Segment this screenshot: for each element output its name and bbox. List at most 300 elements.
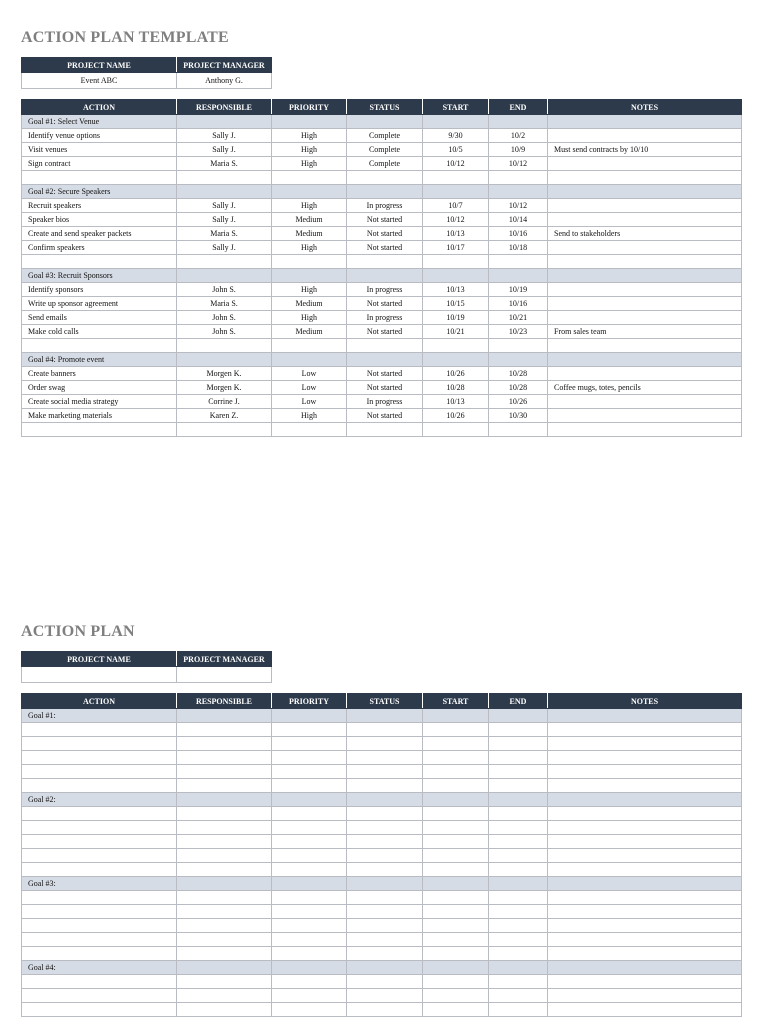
status-cell[interactable]: Not started xyxy=(347,381,423,395)
priority-cell[interactable]: High xyxy=(272,199,347,213)
start-cell[interactable] xyxy=(423,751,489,765)
notes-cell[interactable] xyxy=(548,423,742,437)
status-cell[interactable]: In progress xyxy=(347,311,423,325)
notes-cell[interactable] xyxy=(548,241,742,255)
priority-cell[interactable]: Medium xyxy=(272,325,347,339)
action-cell[interactable] xyxy=(22,905,177,919)
responsible-cell[interactable] xyxy=(177,723,272,737)
priority-cell[interactable] xyxy=(272,905,347,919)
goal-row-cell[interactable] xyxy=(548,269,742,283)
goal-row-cell[interactable] xyxy=(548,877,742,891)
priority-cell[interactable] xyxy=(272,339,347,353)
goal-row-cell[interactable] xyxy=(423,269,489,283)
priority-cell[interactable] xyxy=(272,423,347,437)
start-cell[interactable] xyxy=(423,975,489,989)
priority-cell[interactable]: High xyxy=(272,157,347,171)
action-cell[interactable] xyxy=(22,947,177,961)
project-name-cell[interactable]: Event ABC xyxy=(22,73,177,89)
start-cell[interactable] xyxy=(423,765,489,779)
notes-cell[interactable] xyxy=(548,835,742,849)
goal-row-cell[interactable] xyxy=(423,185,489,199)
priority-cell[interactable]: Low xyxy=(272,395,347,409)
notes-cell[interactable] xyxy=(548,339,742,353)
notes-cell[interactable] xyxy=(548,297,742,311)
responsible-cell[interactable] xyxy=(177,255,272,269)
end-cell[interactable] xyxy=(489,779,548,793)
start-cell[interactable] xyxy=(423,737,489,751)
end-cell[interactable]: 10/18 xyxy=(489,241,548,255)
action-cell[interactable] xyxy=(22,891,177,905)
start-cell[interactable] xyxy=(423,339,489,353)
priority-cell[interactable] xyxy=(272,975,347,989)
responsible-cell[interactable] xyxy=(177,737,272,751)
status-cell[interactable] xyxy=(347,751,423,765)
end-cell[interactable] xyxy=(489,171,548,185)
goal-row-cell[interactable] xyxy=(272,353,347,367)
notes-cell[interactable] xyxy=(548,723,742,737)
notes-cell[interactable]: Must send contracts by 10/10 xyxy=(548,143,742,157)
status-cell[interactable]: Complete xyxy=(347,129,423,143)
status-cell[interactable]: Complete xyxy=(347,143,423,157)
priority-cell[interactable]: Low xyxy=(272,381,347,395)
goal-row-cell[interactable] xyxy=(489,877,548,891)
responsible-cell[interactable] xyxy=(177,751,272,765)
end-cell[interactable]: 10/16 xyxy=(489,227,548,241)
responsible-cell[interactable]: Corrine J. xyxy=(177,395,272,409)
end-cell[interactable] xyxy=(489,933,548,947)
start-cell[interactable]: 10/15 xyxy=(423,297,489,311)
status-cell[interactable] xyxy=(347,765,423,779)
goal-row-cell[interactable] xyxy=(272,709,347,723)
start-cell[interactable]: 10/26 xyxy=(423,409,489,423)
action-cell[interactable]: Sign contract xyxy=(22,157,177,171)
responsible-cell[interactable] xyxy=(177,989,272,1003)
start-cell[interactable]: 10/28 xyxy=(423,381,489,395)
goal-row-cell[interactable] xyxy=(347,877,423,891)
action-cell[interactable]: Make marketing materials xyxy=(22,409,177,423)
priority-cell[interactable]: High xyxy=(272,241,347,255)
goal-row-cell[interactable] xyxy=(177,709,272,723)
goal-row-cell[interactable] xyxy=(272,185,347,199)
status-cell[interactable]: Not started xyxy=(347,409,423,423)
project-manager-cell[interactable]: Anthony G. xyxy=(177,73,272,89)
responsible-cell[interactable] xyxy=(177,807,272,821)
goal-row-cell[interactable] xyxy=(423,961,489,975)
action-cell[interactable]: Speaker bios xyxy=(22,213,177,227)
priority-cell[interactable] xyxy=(272,255,347,269)
start-cell[interactable] xyxy=(423,807,489,821)
goal-label[interactable]: Goal #1: xyxy=(22,709,177,723)
responsible-cell[interactable] xyxy=(177,891,272,905)
responsible-cell[interactable] xyxy=(177,1003,272,1017)
start-cell[interactable]: 10/13 xyxy=(423,227,489,241)
goal-row-cell[interactable] xyxy=(423,353,489,367)
end-cell[interactable] xyxy=(489,989,548,1003)
start-cell[interactable] xyxy=(423,779,489,793)
status-cell[interactable] xyxy=(347,989,423,1003)
priority-cell[interactable]: High xyxy=(272,129,347,143)
goal-row-cell[interactable] xyxy=(347,353,423,367)
responsible-cell[interactable] xyxy=(177,863,272,877)
goal-label[interactable]: Goal #2: xyxy=(22,793,177,807)
priority-cell[interactable]: High xyxy=(272,409,347,423)
goal-row-cell[interactable] xyxy=(347,115,423,129)
goal-row-cell[interactable] xyxy=(272,115,347,129)
action-cell[interactable]: Recruit speakers xyxy=(22,199,177,213)
status-cell[interactable] xyxy=(347,1003,423,1017)
action-cell[interactable] xyxy=(22,933,177,947)
start-cell[interactable]: 10/12 xyxy=(423,213,489,227)
priority-cell[interactable] xyxy=(272,821,347,835)
start-cell[interactable] xyxy=(423,891,489,905)
end-cell[interactable] xyxy=(489,807,548,821)
start-cell[interactable] xyxy=(423,835,489,849)
responsible-cell[interactable]: John S. xyxy=(177,311,272,325)
goal-row-cell[interactable] xyxy=(423,115,489,129)
responsible-cell[interactable]: Morgen K. xyxy=(177,381,272,395)
responsible-cell[interactable]: John S. xyxy=(177,283,272,297)
status-cell[interactable] xyxy=(347,849,423,863)
notes-cell[interactable] xyxy=(548,129,742,143)
start-cell[interactable]: 10/21 xyxy=(423,325,489,339)
action-cell[interactable]: Visit venues xyxy=(22,143,177,157)
status-cell[interactable] xyxy=(347,891,423,905)
notes-cell[interactable] xyxy=(548,807,742,821)
priority-cell[interactable] xyxy=(272,933,347,947)
start-cell[interactable] xyxy=(423,919,489,933)
priority-cell[interactable] xyxy=(272,751,347,765)
responsible-cell[interactable] xyxy=(177,821,272,835)
end-cell[interactable] xyxy=(489,863,548,877)
status-cell[interactable] xyxy=(347,723,423,737)
priority-cell[interactable]: Medium xyxy=(272,227,347,241)
responsible-cell[interactable] xyxy=(177,765,272,779)
priority-cell[interactable] xyxy=(272,723,347,737)
priority-cell[interactable] xyxy=(272,835,347,849)
end-cell[interactable] xyxy=(489,765,548,779)
status-cell[interactable]: Not started xyxy=(347,241,423,255)
goal-label[interactable]: Goal #4: Promote event xyxy=(22,353,177,367)
end-cell[interactable]: 10/30 xyxy=(489,409,548,423)
priority-cell[interactable]: High xyxy=(272,311,347,325)
priority-cell[interactable]: Medium xyxy=(272,297,347,311)
responsible-cell[interactable] xyxy=(177,171,272,185)
action-cell[interactable]: Create banners xyxy=(22,367,177,381)
priority-cell[interactable]: High xyxy=(272,283,347,297)
status-cell[interactable]: Not started xyxy=(347,213,423,227)
end-cell[interactable] xyxy=(489,975,548,989)
end-cell[interactable] xyxy=(489,891,548,905)
action-cell[interactable] xyxy=(22,919,177,933)
status-cell[interactable] xyxy=(347,835,423,849)
end-cell[interactable] xyxy=(489,255,548,269)
action-cell[interactable] xyxy=(22,989,177,1003)
action-cell[interactable] xyxy=(22,765,177,779)
start-cell[interactable]: 10/13 xyxy=(423,283,489,297)
goal-row-cell[interactable] xyxy=(489,709,548,723)
goal-row-cell[interactable] xyxy=(272,961,347,975)
status-cell[interactable] xyxy=(347,171,423,185)
responsible-cell[interactable]: Maria S. xyxy=(177,227,272,241)
start-cell[interactable]: 10/26 xyxy=(423,367,489,381)
notes-cell[interactable] xyxy=(548,283,742,297)
end-cell[interactable] xyxy=(489,905,548,919)
goal-row-cell[interactable] xyxy=(177,269,272,283)
responsible-cell[interactable] xyxy=(177,423,272,437)
responsible-cell[interactable] xyxy=(177,919,272,933)
action-cell[interactable]: Make cold calls xyxy=(22,325,177,339)
notes-cell[interactable] xyxy=(548,171,742,185)
notes-cell[interactable] xyxy=(548,737,742,751)
goal-row-cell[interactable] xyxy=(489,961,548,975)
goal-label[interactable]: Goal #3: xyxy=(22,877,177,891)
responsible-cell[interactable] xyxy=(177,947,272,961)
goal-row-cell[interactable] xyxy=(272,793,347,807)
status-cell[interactable] xyxy=(347,807,423,821)
notes-cell[interactable] xyxy=(548,975,742,989)
goal-row-cell[interactable] xyxy=(177,877,272,891)
action-cell[interactable] xyxy=(22,423,177,437)
priority-cell[interactable]: Medium xyxy=(272,213,347,227)
notes-cell[interactable] xyxy=(548,779,742,793)
start-cell[interactable] xyxy=(423,849,489,863)
action-cell[interactable]: Identify sponsors xyxy=(22,283,177,297)
status-cell[interactable]: Not started xyxy=(347,325,423,339)
end-cell[interactable] xyxy=(489,737,548,751)
action-cell[interactable] xyxy=(22,779,177,793)
responsible-cell[interactable]: Sally J. xyxy=(177,199,272,213)
start-cell[interactable]: 10/5 xyxy=(423,143,489,157)
goal-label[interactable]: Goal #2: Secure Speakers xyxy=(22,185,177,199)
notes-cell[interactable] xyxy=(548,157,742,171)
goal-row-cell[interactable] xyxy=(347,961,423,975)
status-cell[interactable] xyxy=(347,339,423,353)
status-cell[interactable]: In progress xyxy=(347,199,423,213)
end-cell[interactable] xyxy=(489,919,548,933)
action-cell[interactable] xyxy=(22,751,177,765)
end-cell[interactable]: 10/12 xyxy=(489,199,548,213)
action-cell[interactable] xyxy=(22,737,177,751)
start-cell[interactable] xyxy=(423,989,489,1003)
action-cell[interactable]: Confirm speakers xyxy=(22,241,177,255)
goal-row-cell[interactable] xyxy=(347,185,423,199)
goal-label[interactable]: Goal #1: Select Venue xyxy=(22,115,177,129)
goal-row-cell[interactable] xyxy=(548,793,742,807)
action-cell[interactable] xyxy=(22,171,177,185)
status-cell[interactable]: In progress xyxy=(347,283,423,297)
end-cell[interactable] xyxy=(489,947,548,961)
priority-cell[interactable] xyxy=(272,989,347,1003)
start-cell[interactable]: 9/30 xyxy=(423,129,489,143)
goal-row-cell[interactable] xyxy=(548,115,742,129)
priority-cell[interactable] xyxy=(272,849,347,863)
action-cell[interactable]: Identify venue options xyxy=(22,129,177,143)
responsible-cell[interactable] xyxy=(177,905,272,919)
status-cell[interactable] xyxy=(347,423,423,437)
start-cell[interactable] xyxy=(423,1003,489,1017)
status-cell[interactable]: Complete xyxy=(347,157,423,171)
end-cell[interactable]: 10/21 xyxy=(489,311,548,325)
status-cell[interactable] xyxy=(347,975,423,989)
responsible-cell[interactable] xyxy=(177,779,272,793)
action-cell[interactable]: Send emails xyxy=(22,311,177,325)
start-cell[interactable] xyxy=(423,821,489,835)
action-cell[interactable] xyxy=(22,835,177,849)
end-cell[interactable]: 10/28 xyxy=(489,381,548,395)
status-cell[interactable] xyxy=(347,905,423,919)
status-cell[interactable]: Not started xyxy=(347,297,423,311)
goal-row-cell[interactable] xyxy=(489,793,548,807)
notes-cell[interactable] xyxy=(548,821,742,835)
status-cell[interactable] xyxy=(347,947,423,961)
priority-cell[interactable] xyxy=(272,891,347,905)
goal-row-cell[interactable] xyxy=(347,709,423,723)
goal-row-cell[interactable] xyxy=(177,353,272,367)
status-cell[interactable]: Not started xyxy=(347,227,423,241)
notes-cell[interactable]: Send to stakeholders xyxy=(548,227,742,241)
status-cell[interactable] xyxy=(347,919,423,933)
goal-label[interactable]: Goal #4: xyxy=(22,961,177,975)
action-cell[interactable]: Create and send speaker packets xyxy=(22,227,177,241)
project-manager-cell[interactable] xyxy=(177,667,272,683)
start-cell[interactable]: 10/13 xyxy=(423,395,489,409)
start-cell[interactable] xyxy=(423,863,489,877)
priority-cell[interactable] xyxy=(272,765,347,779)
end-cell[interactable]: 10/23 xyxy=(489,325,548,339)
goal-row-cell[interactable] xyxy=(177,961,272,975)
action-cell[interactable] xyxy=(22,1003,177,1017)
notes-cell[interactable] xyxy=(548,765,742,779)
end-cell[interactable]: 10/14 xyxy=(489,213,548,227)
goal-row-cell[interactable] xyxy=(347,793,423,807)
priority-cell[interactable]: Low xyxy=(272,367,347,381)
priority-cell[interactable] xyxy=(272,1003,347,1017)
end-cell[interactable] xyxy=(489,423,548,437)
end-cell[interactable]: 10/12 xyxy=(489,157,548,171)
end-cell[interactable] xyxy=(489,751,548,765)
notes-cell[interactable] xyxy=(548,213,742,227)
end-cell[interactable] xyxy=(489,849,548,863)
notes-cell[interactable] xyxy=(548,947,742,961)
status-cell[interactable]: Not started xyxy=(347,367,423,381)
goal-row-cell[interactable] xyxy=(548,353,742,367)
responsible-cell[interactable]: Morgen K. xyxy=(177,367,272,381)
action-cell[interactable] xyxy=(22,849,177,863)
goal-row-cell[interactable] xyxy=(489,269,548,283)
goal-row-cell[interactable] xyxy=(347,269,423,283)
end-cell[interactable] xyxy=(489,835,548,849)
notes-cell[interactable] xyxy=(548,751,742,765)
goal-row-cell[interactable] xyxy=(177,115,272,129)
goal-row-cell[interactable] xyxy=(548,961,742,975)
responsible-cell[interactable]: Maria S. xyxy=(177,297,272,311)
responsible-cell[interactable]: Sally J. xyxy=(177,143,272,157)
priority-cell[interactable] xyxy=(272,171,347,185)
goal-row-cell[interactable] xyxy=(272,877,347,891)
start-cell[interactable] xyxy=(423,947,489,961)
notes-cell[interactable] xyxy=(548,395,742,409)
end-cell[interactable]: 10/9 xyxy=(489,143,548,157)
responsible-cell[interactable] xyxy=(177,849,272,863)
notes-cell[interactable] xyxy=(548,989,742,1003)
notes-cell[interactable] xyxy=(548,933,742,947)
end-cell[interactable] xyxy=(489,821,548,835)
notes-cell[interactable] xyxy=(548,311,742,325)
start-cell[interactable] xyxy=(423,905,489,919)
status-cell[interactable]: In progress xyxy=(347,395,423,409)
start-cell[interactable] xyxy=(423,423,489,437)
start-cell[interactable]: 10/17 xyxy=(423,241,489,255)
goal-label[interactable]: Goal #3: Recruit Sponsors xyxy=(22,269,177,283)
priority-cell[interactable] xyxy=(272,947,347,961)
end-cell[interactable]: 10/19 xyxy=(489,283,548,297)
priority-cell[interactable]: High xyxy=(272,143,347,157)
notes-cell[interactable] xyxy=(548,905,742,919)
status-cell[interactable] xyxy=(347,933,423,947)
end-cell[interactable] xyxy=(489,1003,548,1017)
notes-cell[interactable] xyxy=(548,255,742,269)
notes-cell[interactable] xyxy=(548,919,742,933)
end-cell[interactable]: 10/26 xyxy=(489,395,548,409)
action-cell[interactable]: Write up sponsor agreement xyxy=(22,297,177,311)
priority-cell[interactable] xyxy=(272,919,347,933)
status-cell[interactable] xyxy=(347,821,423,835)
priority-cell[interactable] xyxy=(272,737,347,751)
start-cell[interactable] xyxy=(423,723,489,737)
start-cell[interactable] xyxy=(423,933,489,947)
responsible-cell[interactable] xyxy=(177,339,272,353)
action-cell[interactable]: Order swag xyxy=(22,381,177,395)
action-cell[interactable] xyxy=(22,723,177,737)
responsible-cell[interactable]: Sally J. xyxy=(177,129,272,143)
notes-cell[interactable] xyxy=(548,1003,742,1017)
notes-cell[interactable]: Coffee mugs, totes, pencils xyxy=(548,381,742,395)
start-cell[interactable]: 10/19 xyxy=(423,311,489,325)
notes-cell[interactable]: From sales team xyxy=(548,325,742,339)
notes-cell[interactable] xyxy=(548,199,742,213)
goal-row-cell[interactable] xyxy=(489,185,548,199)
priority-cell[interactable] xyxy=(272,863,347,877)
goal-row-cell[interactable] xyxy=(489,353,548,367)
goal-row-cell[interactable] xyxy=(423,793,489,807)
notes-cell[interactable] xyxy=(548,409,742,423)
goal-row-cell[interactable] xyxy=(272,269,347,283)
notes-cell[interactable] xyxy=(548,891,742,905)
priority-cell[interactable] xyxy=(272,779,347,793)
notes-cell[interactable] xyxy=(548,849,742,863)
action-cell[interactable] xyxy=(22,255,177,269)
start-cell[interactable] xyxy=(423,255,489,269)
responsible-cell[interactable] xyxy=(177,975,272,989)
end-cell[interactable]: 10/2 xyxy=(489,129,548,143)
responsible-cell[interactable]: Maria S. xyxy=(177,157,272,171)
goal-row-cell[interactable] xyxy=(177,793,272,807)
responsible-cell[interactable] xyxy=(177,933,272,947)
action-cell[interactable] xyxy=(22,975,177,989)
notes-cell[interactable] xyxy=(548,863,742,877)
goal-row-cell[interactable] xyxy=(423,709,489,723)
status-cell[interactable] xyxy=(347,779,423,793)
start-cell[interactable] xyxy=(423,171,489,185)
status-cell[interactable] xyxy=(347,255,423,269)
responsible-cell[interactable]: Sally J. xyxy=(177,213,272,227)
end-cell[interactable] xyxy=(489,339,548,353)
end-cell[interactable] xyxy=(489,723,548,737)
action-cell[interactable] xyxy=(22,821,177,835)
responsible-cell[interactable] xyxy=(177,835,272,849)
responsible-cell[interactable]: Karen Z. xyxy=(177,409,272,423)
action-cell[interactable] xyxy=(22,807,177,821)
